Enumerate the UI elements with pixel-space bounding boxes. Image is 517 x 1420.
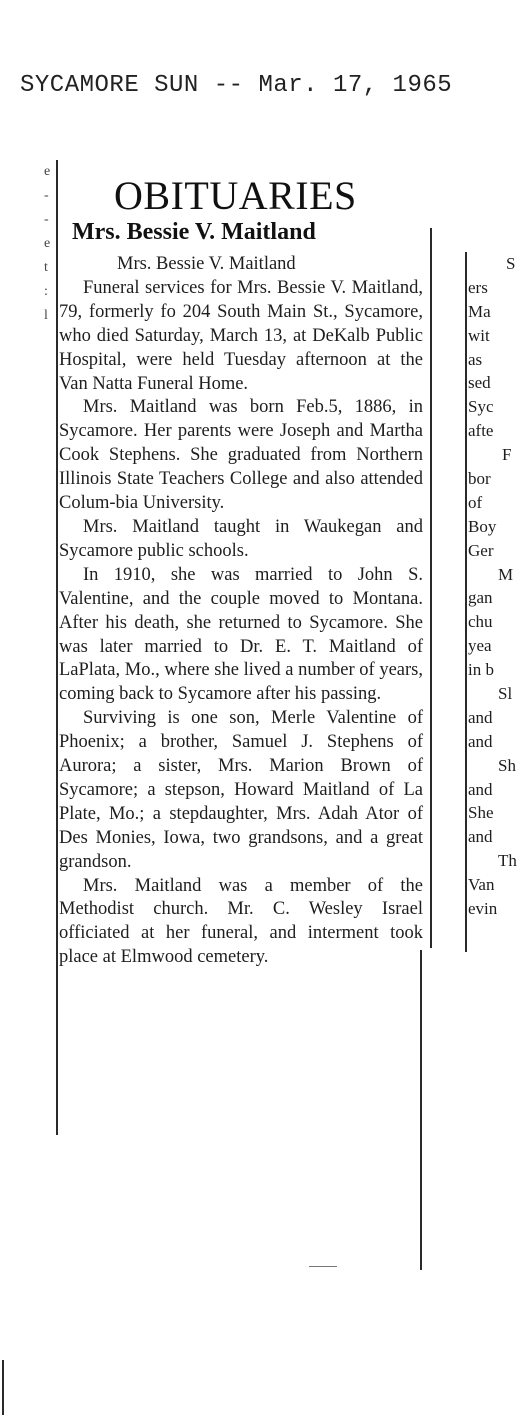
- body-paragraph: In 1910, she was married to John S. Valentine, and the couple moved to Montana. After his death, she returned to Sycamore. She was later married to Dr. E. T. Maitland of LaPlata, Mo., where she lived a number of years, coming back to Sycamore after his passing.: [59, 564, 423, 705]
- page-edge-rule: [2, 1360, 4, 1415]
- right-fragment: bor: [468, 469, 491, 489]
- right-fragment: gan: [468, 588, 493, 608]
- left-fragment: t: [44, 260, 48, 275]
- right-fragment: Boy: [468, 516, 497, 536]
- right-fragment: Sl: [498, 684, 513, 704]
- right-fragment: and: [468, 731, 493, 751]
- right-fragment: of: [468, 492, 483, 512]
- end-rule: [309, 1266, 337, 1267]
- right-fragment: Syc: [468, 397, 494, 417]
- right-fragment: S: [506, 254, 516, 273]
- column-rule-middle-lower: [420, 950, 422, 1270]
- right-fragment: yea: [468, 636, 492, 656]
- left-fragment: -: [44, 188, 49, 203]
- right-fragment: and: [468, 827, 493, 847]
- right-fragment: ers: [468, 277, 488, 297]
- left-fragment: -: [44, 212, 49, 227]
- right-fragment: She: [468, 803, 494, 823]
- left-fragment: l: [44, 308, 48, 323]
- body-paragraph: Mrs. Bessie V. Maitland: [117, 254, 296, 274]
- right-fragment: wit: [468, 325, 490, 345]
- column-rule-left: [56, 160, 58, 1135]
- left-fragment: :: [44, 284, 48, 299]
- obituary-headline: Mrs. Bessie V. Maitland: [72, 219, 316, 245]
- right-fragment: M: [498, 564, 514, 584]
- right-column-fragments: [468, 252, 517, 921]
- section-title: OBITUARIES: [114, 173, 357, 218]
- right-fragment: F: [502, 445, 512, 465]
- right-fragment: afte: [468, 421, 494, 441]
- right-fragment: Van: [468, 875, 495, 895]
- column-rule-right: [465, 252, 467, 952]
- right-fragment: sed: [468, 373, 491, 393]
- right-fragment: as: [468, 349, 483, 369]
- right-fragment: Ger: [468, 540, 494, 560]
- obituary-body: [59, 253, 423, 970]
- body-paragraph: Mrs. Maitland was born Feb.5, 1886, in Sycamore. Her parents were Joseph and Martha Cook Stephens. She graduated from Northern Illinois State Teachers College and also attended Colum-bia University.: [59, 397, 423, 514]
- column-rule-middle: [430, 228, 432, 948]
- body-paragraph: Surviving is one son, Merle Valentine of Phoenix; a brother, Samuel J. Stephens of Aurora; a sister, Mrs. Marion Brown of Sycamore; a stepson, Howard Maitland of La Plate, Mo.; a stepdaughter, Mrs. Adah Ator of Des Monies, Iowa, two grandsons, and a great grandson.: [59, 708, 423, 872]
- right-fragment: Th: [498, 851, 517, 871]
- body-paragraph: Mrs. Maitland taught in Waukegan and Sycamore public schools.: [59, 516, 423, 561]
- right-fragment: evin: [468, 899, 498, 919]
- left-fragment: e: [44, 236, 51, 251]
- right-fragment: and: [468, 779, 493, 799]
- right-fragment: chu: [468, 612, 493, 632]
- right-fragment: Ma: [468, 301, 491, 321]
- right-fragment: Sh: [498, 755, 516, 775]
- dateline: SYCAMORE SUN -- Mar. 17, 1965: [20, 72, 453, 99]
- right-fragment: in b: [468, 660, 494, 680]
- right-fragment: and: [468, 707, 493, 727]
- left-fragment: e: [44, 164, 51, 179]
- body-paragraph: Funeral services for Mrs. Bessie V. Maitland, 79, formerly fo 204 South Main St., Sycamore, who died Saturday, March 13, at DeKalb Public Hospital, were held Tuesday afternoon at the Van Natta Funeral Home.: [59, 277, 423, 394]
- body-paragraph: Mrs. Maitland was a member of the Methodist church. Mr. C. Wesley Israel officiated at her funeral, and interment took place at Elmwood cemetery.: [59, 875, 423, 968]
